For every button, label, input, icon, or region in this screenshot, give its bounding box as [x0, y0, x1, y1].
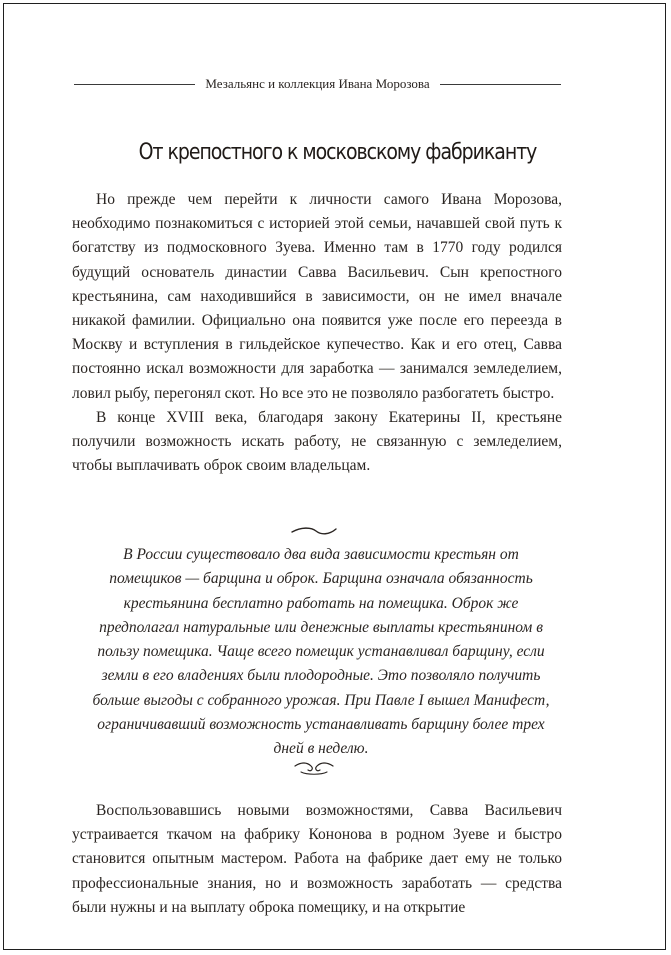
book-page — [3, 3, 666, 950]
paragraph: Воспользовавшись новыми возможностями, Савва Васильевич устраивается ткачом на фабрику Кононова в родном Зуеве и быстро становится опытным мастером. Работа на фабрике дает ему не только профессиональные знания, но и возможность заработать — средства были нужны и на выплату оброка помещику, и на открытие — [72, 802, 562, 916]
main-text — [72, 188, 562, 478]
sidebar-note: В России существовало два вида зависимости крестьян от помещиков — барщина и оброк. Барщина означала обязанность крестьянина бесплатно работать на помещика. Оброк же предполагал натуральные или денежные выплаты крестьянином в пользу помещика. Чаще всего помещик устанавливал барщину, если земли в его владениях были плодородные. Это позволяло получить больше выгоды с собранного урожая. При Павле I вышел Манифест, ограничивавший возможность устанавливать барщину более трех дней в неделю. — [92, 546, 550, 758]
paragraph: Но прежде чем перейти к личности самого Ивана Морозова, необходимо познакомиться с историей этой семьи, начавшей свой путь к богатству из подмосковного Зуева. Именно там в 1770 году родился будущий основатель династии Савва Васильевич. Сын крепостного крестьянина, сам находившийся в зависимости, он не имел вначале никакой фамилии. Официально она появится уже после его переезда в Москву и вступления в гильдейское купечество. Как и его отец, Савва постоянно искал возможности для заработка — занимался земледелием, ловил рыбу, перегонял скот. Но все это не позволяло разбогатеть быстро. — [72, 191, 562, 402]
chapter-title: От крепостного к московскому фабриканту — [138, 140, 537, 165]
running-header — [74, 74, 561, 94]
swash-ornament-icon — [289, 523, 339, 539]
paragraph: В конце XVIII века, благодаря закону Екатерины II, крестьяне получили возможность искать работу, не связанную с земледелием, чтобы выплачивать оброк своим владельцам. — [72, 408, 562, 475]
running-header-text: Мезальянс и коллекция Ивана Морозова — [205, 76, 430, 91]
header-rule-left — [74, 84, 195, 85]
continued-text — [72, 799, 562, 920]
header-rule-right — [440, 84, 561, 85]
flourish-ornament-icon — [289, 760, 339, 776]
